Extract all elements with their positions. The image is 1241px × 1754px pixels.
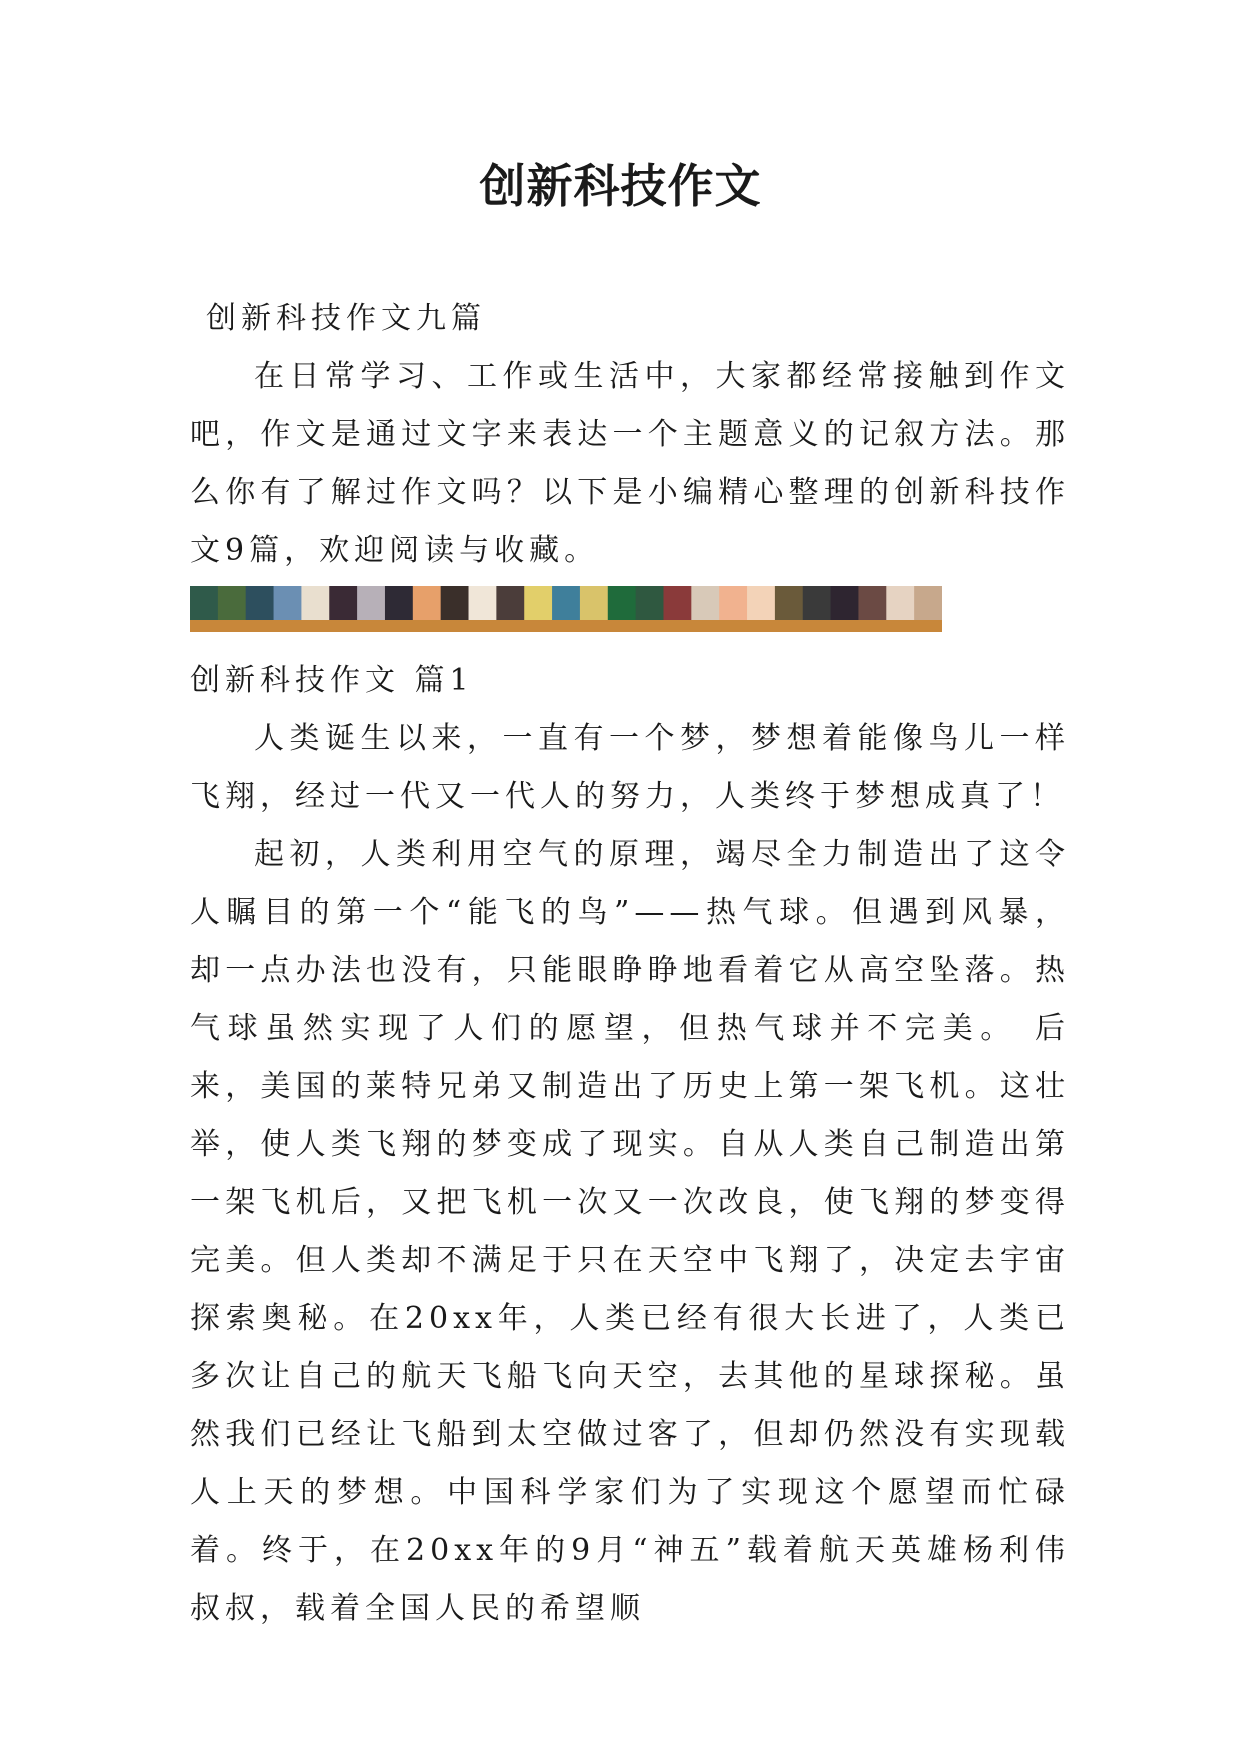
body-paragraph-1: 人类诞生以来，一直有一个梦，梦想着能像鸟儿一样飞翔，经过一代又一代人的努力，人类终于梦想成真了！ (190, 721, 1070, 814)
book-spine (329, 586, 357, 620)
book-spine (747, 586, 775, 620)
book-spine (831, 586, 859, 620)
book-spine (274, 586, 302, 620)
book-spine (719, 586, 747, 620)
book-spine (246, 586, 274, 620)
book-spine (886, 586, 914, 620)
body-paragraph-2: 起初，人类利用空气的原理，竭尽全力制造出了这令人瞩目的第一个“能飞的鸟”——热气球。但遇到风暴，却一点办法也没有，只能眼睁睁地看着它从高空坠落。热气球虽然实现了人们的愿望，但热气球并不完美。 后来，美国的莱特兄弟又制造出了历史上第一架飞机。这壮举，使人类飞翔的梦变成了现实。自从人类自己制造出第一架飞机后，又把飞机一次又一次改良，使飞翔的梦变得完美。但人类却不满足于只在天空中飞翔了，决定去宇宙探索奥秘。在20xx年，人类已经有很大长进了，人类已多次让自己的航天飞船飞向天空，去其他的星球探秘。虽然我们已经让飞船到太空做过客了，但却仍然没有实现载人上天的梦想。中国科学家们为了实现这个愿望而忙碌着。终于，在20xx年的9月“神五”载着航天英雄杨利伟叔叔，载着全国人民的希望顺 (190, 837, 1070, 1626)
bookshelf-illustration (190, 586, 942, 632)
book-spine (524, 586, 552, 620)
page-title: 创新科技作文 (479, 159, 762, 213)
book-spine (385, 586, 413, 620)
book-spine (858, 586, 886, 620)
book-spine (357, 586, 385, 620)
book-spine (218, 586, 246, 620)
section-heading: 创新科技作文 篇1 (190, 663, 474, 698)
shelf-board (190, 620, 942, 632)
book-spine (914, 586, 942, 620)
book-spine (413, 586, 441, 620)
book-spine (775, 586, 803, 620)
book-spine (663, 586, 691, 620)
book-spine (608, 586, 636, 620)
document-subtitle: 创新科技作文九篇 (206, 301, 486, 336)
book-spine (441, 586, 469, 620)
book-spine (469, 586, 497, 620)
book-spine (691, 586, 719, 620)
bookshelf-banner-image (190, 586, 942, 632)
book-spine (636, 586, 664, 620)
book-spine (301, 586, 329, 620)
book-spine (552, 586, 580, 620)
intro-paragraph: 在日常学习、工作或生活中，大家都经常接触到作文吧，作文是通过文字来表达一个主题意义的记叙方法。那么你有了解过作文吗？以下是小编精心整理的创新科技作文9篇，欢迎阅读与收藏。 (190, 359, 1070, 568)
book-spine (190, 586, 218, 620)
document-body (190, 290, 1070, 1638)
book-spine (496, 586, 524, 620)
book-spine (803, 586, 831, 620)
book-spine (580, 586, 608, 620)
